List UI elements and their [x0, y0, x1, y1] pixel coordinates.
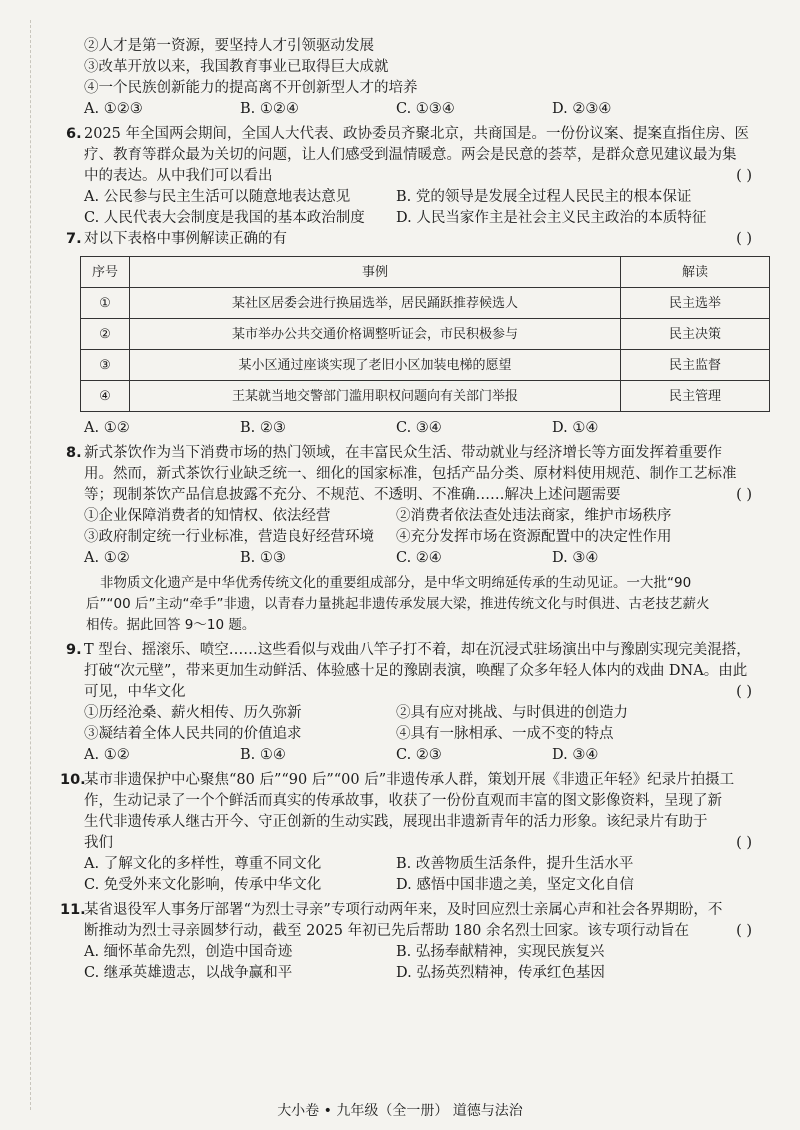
table-cell: ②	[81, 319, 130, 350]
table-cell: ④	[81, 381, 130, 412]
table-cell: 某市举办公共交通价格调整听证会，市民积极参与	[130, 319, 621, 350]
option-3: ③政府制定统一行业标准，营造良好经营环境	[84, 529, 374, 545]
option-4: ④一个民族创新能力的提高离不开创新型人才的培养	[84, 80, 418, 96]
choice-d: D. 弘扬英烈精神，传承红色基因	[396, 965, 605, 981]
question-number: 7.	[66, 231, 82, 247]
stem-line: 对以下表格中事例解读正确的有	[84, 231, 287, 247]
choice-b: B. 改善物质生活条件，提升生活水平	[396, 856, 634, 872]
binding-margin-line	[30, 20, 31, 1110]
choice-b: B. ①③	[240, 550, 286, 566]
choice-c: C. ③④	[396, 420, 442, 436]
answer-blank: ( )	[736, 487, 752, 503]
option-2: ②人才是第一资源，要坚持人才引领驱动发展	[84, 38, 374, 54]
choice-c: C. 免受外来文化影响，传承中华文化	[84, 877, 322, 893]
choice-b: B. ①④	[240, 747, 286, 763]
exam-page	[60, 36, 770, 984]
options	[70, 506, 770, 527]
option-1: ①历经沧桑、薪火相传、历久弥新	[84, 705, 302, 721]
choice-b: B. 弘扬奉献精神，实现民族复兴	[396, 944, 605, 960]
choices	[70, 963, 770, 984]
choice-c: C. ①③④	[396, 101, 455, 117]
choices	[70, 745, 770, 766]
question-number: 10.	[60, 772, 86, 788]
option-2: ②具有应对挑战、与时俱进的创造力	[396, 705, 628, 721]
choices	[70, 875, 770, 896]
choice-c: C. 人民代表大会制度是我国的基本政治制度	[84, 210, 365, 226]
stem-line: 新式茶饮作为当下消费市场的热门领域，在丰富民众生活、带动就业与经济增长等方面发挥着重要作	[84, 445, 722, 461]
question-number: 11.	[60, 902, 86, 918]
table-cell: 民主决策	[621, 319, 770, 350]
table-cell: 民主监督	[621, 350, 770, 381]
question-11	[60, 900, 770, 984]
choice-b: B. ②③	[240, 420, 286, 436]
choice-c: C. ②③	[396, 747, 442, 763]
table-cell: 某小区通过座谈实现了老旧小区加装电梯的愿望	[130, 350, 621, 381]
choices	[70, 942, 770, 963]
option-4: ④具有一脉相承、一成不变的特点	[396, 726, 614, 742]
choice-b: B. ①②④	[240, 101, 299, 117]
table-header: 解读	[621, 257, 770, 288]
option-2: ②消费者依法查处违法商家，维护市场秩序	[396, 508, 672, 524]
stem-line: 2025 年全国两会期间，全国人大代表、政协委员齐聚北京，共商国是。一份份议案、提案直指住房、医	[84, 126, 750, 142]
material-line: 非物质文化遗产是中华优秀传统文化的重要组成部分，是中华文明绵延传承的生动见证。一大批“90	[100, 575, 692, 591]
stem-line: 断推动为烈士寻亲圆梦行动，截至 2025 年初已先后帮助 180 余名烈士回家。该专项行动旨在	[84, 923, 690, 939]
stem-line: 打破“次元壁”，带来更加生动鲜活、体验感十足的豫剧表演，唤醒了众多年轻人体内的戏曲 DNA。由此	[84, 663, 748, 679]
table-row	[81, 381, 770, 412]
choice-a: A. ①②	[84, 747, 130, 763]
stem-line: 作，生动记录了一个个鲜活而真实的传承故事，收获了一份份直观而丰富的图文影像资料，呈现了新	[84, 793, 722, 809]
option-3: ③凝结着全体人民共同的价值追求	[84, 726, 302, 742]
choice-d: D. 人民当家作主是社会主义民主政治的本质特征	[396, 210, 707, 226]
choices	[70, 548, 770, 569]
choice-c: C. 继承英雄遗志，以战争赢和平	[84, 965, 293, 981]
stem-line: 中的表达。从中我们可以看出	[84, 168, 273, 184]
stem-line: 某省退役军人事务厅部署“为烈士寻亲”专项行动两年来，及时回应烈士亲属心声和社会各界期盼，不	[84, 902, 723, 918]
option-4: ④充分发挥市场在资源配置中的决定性作用	[396, 529, 672, 545]
options	[70, 527, 770, 548]
answer-blank: ( )	[736, 684, 752, 700]
choice-b: B. 党的领导是发展全过程人民民主的根本保证	[396, 189, 692, 205]
question-number: 6.	[66, 126, 82, 142]
table-header: 事例	[130, 257, 621, 288]
stem-line: 等；现制茶饮产品信息披露不充分、不规范、不透明、不准确……解决上述问题需要	[84, 487, 621, 503]
choice-a: A. 了解文化的多样性，尊重不同文化	[84, 856, 322, 872]
choice-a: A. 缅怀革命先烈，创造中国奇迹	[84, 944, 293, 960]
answer-blank: ( )	[736, 835, 752, 851]
choice-a: A. ①②	[84, 420, 130, 436]
options	[70, 703, 770, 724]
choices	[70, 418, 770, 439]
choices	[70, 208, 770, 229]
choice-d: D. ①④	[552, 420, 599, 436]
prev-question-choices	[70, 99, 770, 120]
table-cell: 王某就当地交警部门滥用职权问题向有关部门举报	[130, 381, 621, 412]
answer-blank: ( )	[736, 168, 752, 184]
stem-line: 我们	[84, 835, 113, 851]
question-10	[60, 770, 770, 896]
table-header: 序号	[81, 257, 130, 288]
stem-line: 某市非遗保护中心聚焦“80 后”“90 后”“00 后”非遗传承人群，策划开展《非遗正年轻》纪录片拍摄工	[84, 772, 735, 788]
answer-blank: ( )	[736, 231, 752, 247]
table-cell: 某社区居委会进行换届选举，居民踊跃推荐候选人	[130, 288, 621, 319]
prev-question-options	[70, 36, 770, 99]
table-cell: 民主选举	[621, 288, 770, 319]
choice-d: D. 感悟中国非遗之美，坚定文化自信	[396, 877, 634, 893]
choice-a: A. ①②③	[84, 101, 143, 117]
choice-d: D. ③④	[552, 747, 599, 763]
stem-line: T 型台、摇滚乐、喷空……这些看似与戏曲八竿子打不着，却在沉浸式驻场演出中与豫剧实现完美混搭，	[84, 642, 751, 658]
options	[70, 724, 770, 745]
question-7	[66, 229, 770, 439]
material-line: 后”“00 后”主动“牵手”非遗，以青春力量挑起非遗传承发展大梁，推进传统文化与时俱进、古老技艺薪火	[86, 596, 710, 612]
table-row	[81, 319, 770, 350]
table-row	[81, 350, 770, 381]
table-cell: ①	[81, 288, 130, 319]
page-footer: 大小卷 • 九年级（全一册） 道德与法治	[277, 1103, 523, 1119]
choice-a: A. ①②	[84, 550, 130, 566]
choices	[70, 854, 770, 875]
stem-line: 生代非遗传承人继古开今、守正创新的生动实践，展现出非遗新青年的活力形象。该纪录片有助于	[84, 814, 708, 830]
question-9	[66, 640, 770, 766]
choices	[70, 187, 770, 208]
example-table	[80, 256, 770, 412]
choice-d: D. ②③④	[552, 101, 612, 117]
table-cell: ③	[81, 350, 130, 381]
question-number: 8.	[66, 445, 82, 461]
question-number: 9.	[66, 642, 82, 658]
reading-material	[70, 573, 770, 636]
option-3: ③改革开放以来，我国教育事业已取得巨大成就	[84, 59, 389, 75]
question-8	[66, 443, 770, 569]
stem-line: 可见，中华文化	[84, 684, 186, 700]
stem-line: 用。然而，新式茶饮行业缺乏统一、细化的国家标准，包括产品分类、原材料使用规范、制作工艺标准	[84, 466, 737, 482]
choice-a: A. 公民参与民主生活可以随意地表达意见	[84, 189, 351, 205]
table-cell: 民主管理	[621, 381, 770, 412]
choice-c: C. ②④	[396, 550, 442, 566]
material-line: 相传。据此回答 9～10 题。	[86, 617, 256, 633]
question-6	[66, 124, 770, 229]
answer-blank: ( )	[736, 923, 752, 939]
table-row	[81, 288, 770, 319]
choice-d: D. ③④	[552, 550, 599, 566]
option-1: ①企业保障消费者的知情权、依法经营	[84, 508, 331, 524]
stem-line: 疗、教育等群众最为关切的问题，让人们感受到温情暖意。两会是民意的荟萃，是群众意见建议最为集	[84, 147, 737, 163]
